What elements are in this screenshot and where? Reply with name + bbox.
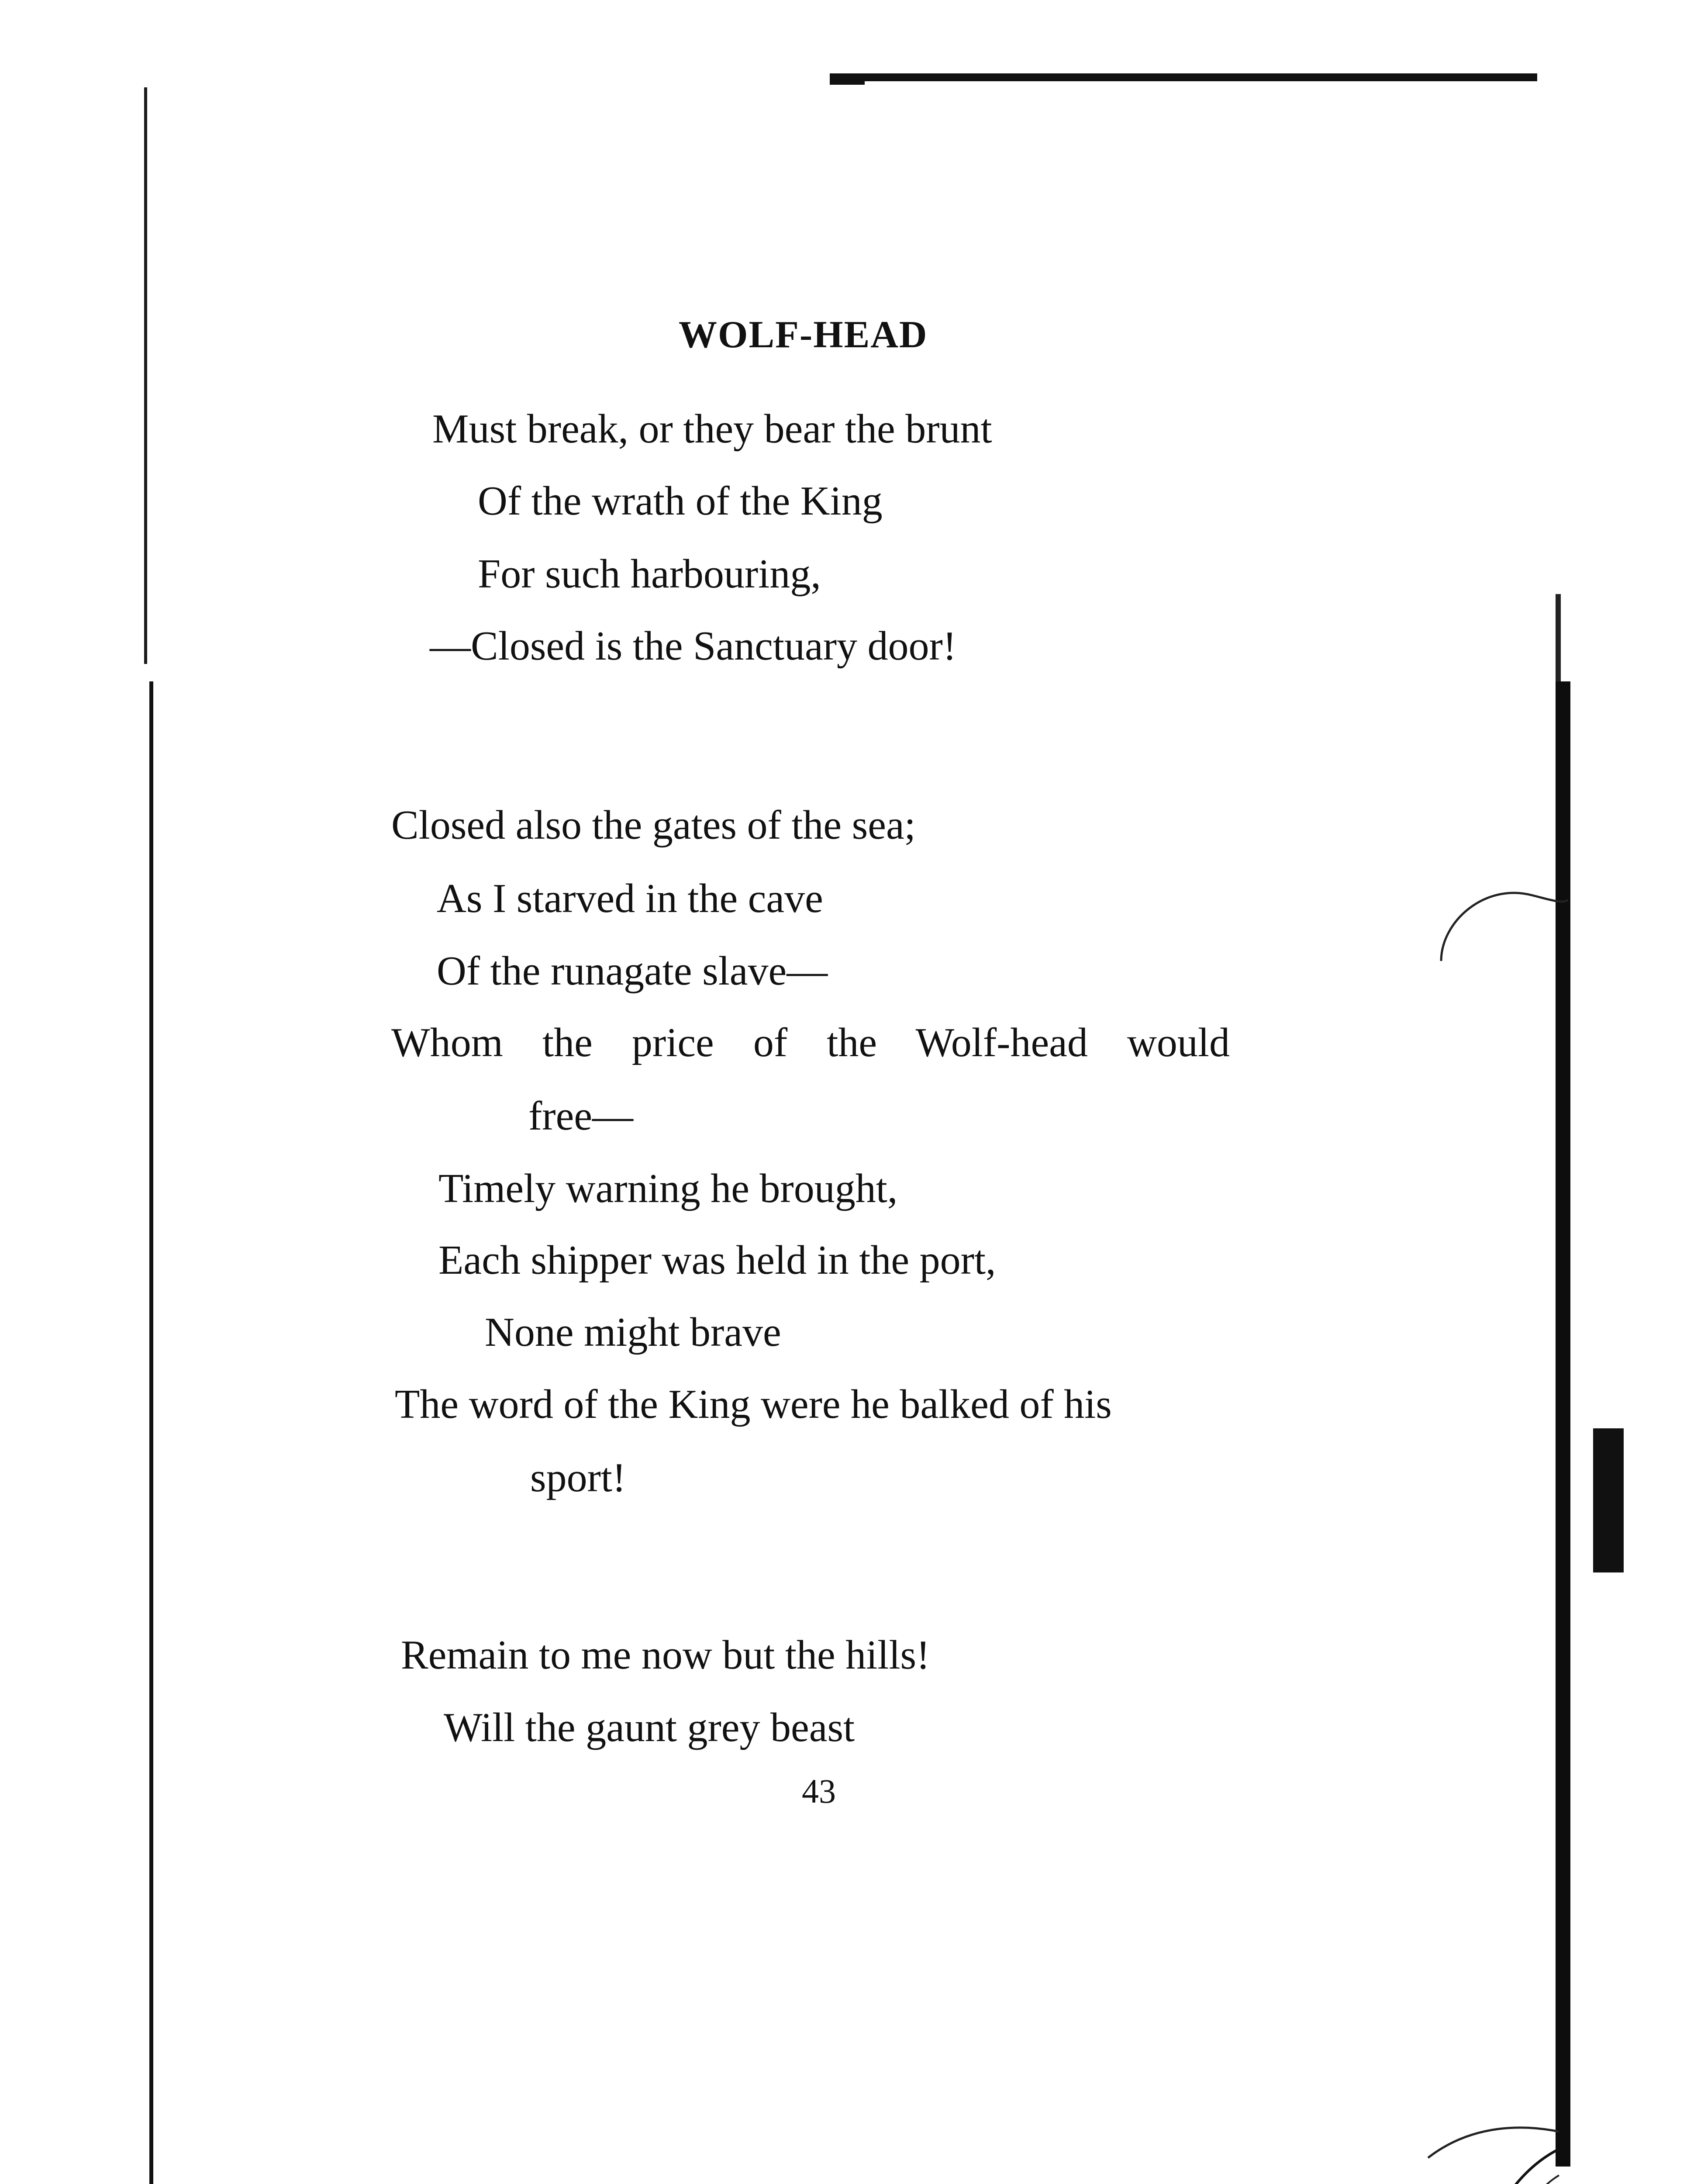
top-border-rule-stub [830, 73, 865, 85]
page-title: WOLF-HEAD [679, 314, 928, 356]
left-binding-edge-lower [149, 681, 153, 2184]
poem-line: free— [528, 1093, 634, 1139]
poem-line: For such harbouring, [478, 551, 821, 597]
poem-line: Remain to me now but the hills! [401, 1632, 930, 1678]
poem-line: Of the wrath of the King [478, 478, 883, 524]
poem-line: Each shipper was held in the port, [438, 1237, 996, 1283]
poem-line: Must break, or they bear the brunt [432, 406, 992, 452]
edge-tear-curve [1432, 878, 1572, 965]
poem-line: Timely warning he brought, [438, 1166, 898, 1211]
poem-line: sport! [530, 1455, 626, 1500]
right-edge-block [1593, 1428, 1624, 1572]
poem-line: Of the runagate slave— [437, 948, 828, 994]
poem-line: None might brave [485, 1310, 781, 1355]
poem-line: Whom the price of the Wolf-head would [391, 1020, 1230, 1065]
poem-line: Will the gaunt grey beast [444, 1705, 855, 1750]
corner-tear-curve [1415, 2088, 1572, 2184]
poem-line: The word of the King were he balked of his [395, 1382, 1112, 1427]
poem-line: As I starved in the cave [437, 876, 823, 921]
poem-line: Closed also the gates of the sea; [391, 802, 916, 848]
top-border-rule [830, 73, 1537, 81]
poem-line: —Closed is the Sanctuary door! [430, 623, 957, 669]
page-number: 43 [802, 1772, 836, 1810]
left-binding-edge [144, 87, 147, 664]
right-binding-edge-upper [1556, 594, 1561, 681]
